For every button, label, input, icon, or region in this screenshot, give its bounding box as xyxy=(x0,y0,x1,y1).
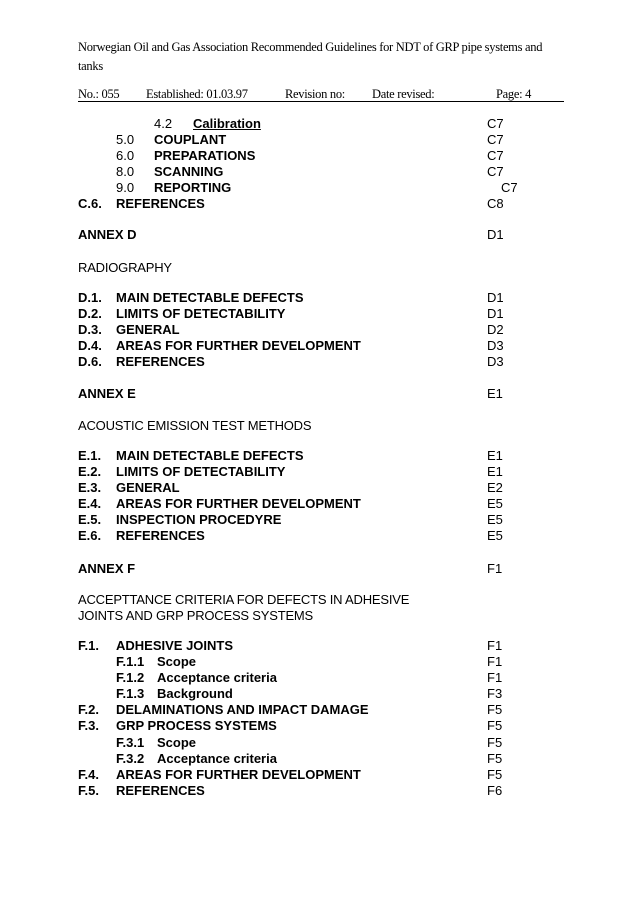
date-revised: Date revised: xyxy=(372,87,435,101)
toc-entry-page: D1 xyxy=(487,290,504,305)
toc-entry-page: C8 xyxy=(487,196,504,211)
toc-entry[interactable] xyxy=(78,783,205,799)
toc-entry-title: PREPARATIONS xyxy=(154,148,256,163)
toc-entry-page: E5 xyxy=(487,496,503,511)
toc-entry-page: E5 xyxy=(487,512,503,527)
toc-entry-page: D1 xyxy=(487,227,504,242)
annex-f-subtitle-line1: ACCEPTTANCE CRITERIA FOR DEFECTS IN ADHESIVE xyxy=(78,592,410,607)
toc-entry[interactable] xyxy=(78,702,369,718)
toc-entry[interactable] xyxy=(78,306,286,322)
toc-entry-page: D3 xyxy=(487,354,504,369)
toc-entry-title: AREAS FOR FURTHER DEVELOPMENT xyxy=(116,496,361,511)
toc-entry[interactable] xyxy=(78,196,205,212)
document-number: No.: 055 xyxy=(78,87,120,101)
revision-number: Revision no: xyxy=(285,87,345,101)
toc-entry-page: E5 xyxy=(487,528,503,543)
document-header-title: Norwegian Oil and Gas Association Recommended Guidelines for NDT of GRP pipe systems and tanks xyxy=(78,40,543,73)
toc-entry-page: F1 xyxy=(487,654,503,669)
toc-entry-page: F3 xyxy=(487,686,503,701)
toc-entry-page: D1 xyxy=(487,306,504,321)
toc-entry[interactable] xyxy=(116,751,277,767)
toc-entry-number: D.6. xyxy=(78,354,102,369)
toc-entry-number: D.2. xyxy=(78,306,102,321)
toc-entry-title: Calibration xyxy=(193,116,261,131)
toc-entry-number: F.1.3 xyxy=(116,686,145,701)
toc-entry-page: F5 xyxy=(487,702,503,717)
toc-entry[interactable] xyxy=(78,496,361,512)
annex-d-heading[interactable]: ANNEX D xyxy=(78,227,137,242)
toc-entry-title: Scope xyxy=(157,654,197,669)
toc-entry-number: E.4. xyxy=(78,496,102,511)
established-date: Established: 01.03.97 xyxy=(146,87,248,101)
toc-entry-number: D.1. xyxy=(78,290,102,305)
toc-entry[interactable] xyxy=(78,512,282,528)
toc-entry-number: C.6. xyxy=(78,196,102,211)
toc-entry[interactable] xyxy=(78,767,361,783)
toc-entry-page: C7 xyxy=(487,132,504,147)
toc-entry-number: E.6. xyxy=(78,528,102,543)
toc-entry-title: GENERAL xyxy=(116,480,180,495)
toc-entry[interactable] xyxy=(116,735,197,751)
toc-entry-number: E.1. xyxy=(78,448,102,463)
toc-entry-number: D.3. xyxy=(78,322,102,337)
toc-entry-page: F5 xyxy=(487,718,503,733)
toc-entry-page: C7 xyxy=(501,180,518,195)
toc-entry-number: F.3. xyxy=(78,718,99,733)
toc-entry-title: REPORTING xyxy=(154,180,232,195)
toc-entry-page: F1 xyxy=(487,561,503,576)
toc-entry-title: MAIN DETECTABLE DEFECTS xyxy=(116,448,304,463)
toc-entry[interactable] xyxy=(154,116,261,132)
toc-entry-number: 9.0 xyxy=(116,180,135,195)
toc-entry-number: E.5. xyxy=(78,512,102,527)
toc-entry-title: LIMITS OF DETECTABILITY xyxy=(116,464,286,479)
toc-entry-title: Acceptance criteria xyxy=(157,670,277,685)
toc-entry-number: D.4. xyxy=(78,338,102,353)
toc-entry-page: C7 xyxy=(487,148,504,163)
toc-entry-title: INSPECTION PROCEDYRE xyxy=(116,512,282,527)
toc-entry-page: E2 xyxy=(487,480,503,495)
header-divider xyxy=(78,101,564,102)
toc-entry-number: F.3.1 xyxy=(116,735,145,750)
annex-f-heading[interactable]: ANNEX F xyxy=(78,561,136,576)
toc-entry-page: F5 xyxy=(487,767,503,782)
toc-entry[interactable] xyxy=(116,148,256,164)
toc-entry-title: REFERENCES xyxy=(116,528,205,543)
toc-entry-page: C7 xyxy=(487,164,504,179)
annex-d-subtitle: RADIOGRAPHY xyxy=(78,260,172,275)
annex-e-subtitle: ACOUSTIC EMISSION TEST METHODS xyxy=(78,418,312,433)
toc-entry-title: Background xyxy=(157,686,233,701)
toc-entry-page: F1 xyxy=(487,670,503,685)
toc-entry-title: AREAS FOR FURTHER DEVELOPMENT xyxy=(116,338,361,353)
toc-entry-title: REFERENCES xyxy=(116,354,205,369)
toc-entry-page: E1 xyxy=(487,386,503,401)
toc-entry-number: 5.0 xyxy=(116,132,135,147)
toc-entry-title: ADHESIVE JOINTS xyxy=(116,638,234,653)
toc-entry-page: D2 xyxy=(487,322,504,337)
toc-entry-number: E.3. xyxy=(78,480,102,495)
toc-entry-title: REFERENCES xyxy=(116,783,205,798)
toc-entry[interactable] xyxy=(116,670,277,686)
toc-entry[interactable] xyxy=(116,164,224,180)
toc-entry-title: Scope xyxy=(157,735,197,750)
toc-entry-title: SCANNING xyxy=(154,164,224,179)
toc-entry-title: REFERENCES xyxy=(116,196,205,211)
annex-e-heading[interactable]: ANNEX E xyxy=(78,386,136,401)
toc-entry[interactable] xyxy=(78,290,304,306)
toc-entry-title: GENERAL xyxy=(116,322,180,337)
toc-entry-page: C7 xyxy=(487,116,504,131)
toc-entry-number: F.4. xyxy=(78,767,99,782)
toc-entry-number: E.2. xyxy=(78,464,102,479)
toc-entry[interactable] xyxy=(78,322,180,338)
toc-entry[interactable] xyxy=(78,718,277,734)
toc-entry-number: 4.2 xyxy=(154,116,173,131)
toc-entry-number: F.1.2 xyxy=(116,670,145,685)
toc-entry-title: DELAMINATIONS AND IMPACT DAMAGE xyxy=(116,702,369,717)
toc-entry[interactable] xyxy=(78,480,180,496)
toc-entry-title: Acceptance criteria xyxy=(157,751,277,766)
toc-entry-title: AREAS FOR FURTHER DEVELOPMENT xyxy=(116,767,361,782)
toc-entry[interactable] xyxy=(116,686,233,702)
toc-entry-title: LIMITS OF DETECTABILITY xyxy=(116,306,286,321)
toc-entry-page: F5 xyxy=(487,751,503,766)
toc-entry-title: GRP PROCESS SYSTEMS xyxy=(116,718,277,733)
toc-entry[interactable] xyxy=(78,448,304,464)
toc-entry-page: F1 xyxy=(487,638,503,653)
toc-entry[interactable] xyxy=(78,638,234,654)
toc-entry[interactable] xyxy=(116,654,197,670)
toc-entry[interactable] xyxy=(78,338,361,354)
toc-entry-number: F.1.1 xyxy=(116,654,145,669)
page-number: Page: 4 xyxy=(496,87,532,101)
toc-entry[interactable] xyxy=(116,132,227,148)
annex-f-subtitle-line2: JOINTS AND GRP PROCESS SYSTEMS xyxy=(78,608,314,623)
toc-entry-page: F6 xyxy=(487,783,503,798)
toc-entry-number: 6.0 xyxy=(116,148,135,163)
toc-entry-page: D3 xyxy=(487,338,504,353)
toc-entry[interactable] xyxy=(78,354,205,370)
toc-entry-number: F.2. xyxy=(78,702,99,717)
toc-entry-number: F.5. xyxy=(78,783,99,798)
toc-entry-title: COUPLANT xyxy=(154,132,227,147)
toc-entry[interactable] xyxy=(78,528,205,544)
toc-entry-page: E1 xyxy=(487,448,503,463)
toc-entry-number: F.3.2 xyxy=(116,751,145,766)
toc-entry-number: F.1. xyxy=(78,638,99,653)
toc-entry[interactable] xyxy=(116,180,232,196)
toc-entry-page: F5 xyxy=(487,735,503,750)
toc-entry-number: 8.0 xyxy=(116,164,135,179)
toc-entry-page: E1 xyxy=(487,464,503,479)
toc-entry-title: MAIN DETECTABLE DEFECTS xyxy=(116,290,304,305)
toc-entry[interactable] xyxy=(78,464,286,480)
